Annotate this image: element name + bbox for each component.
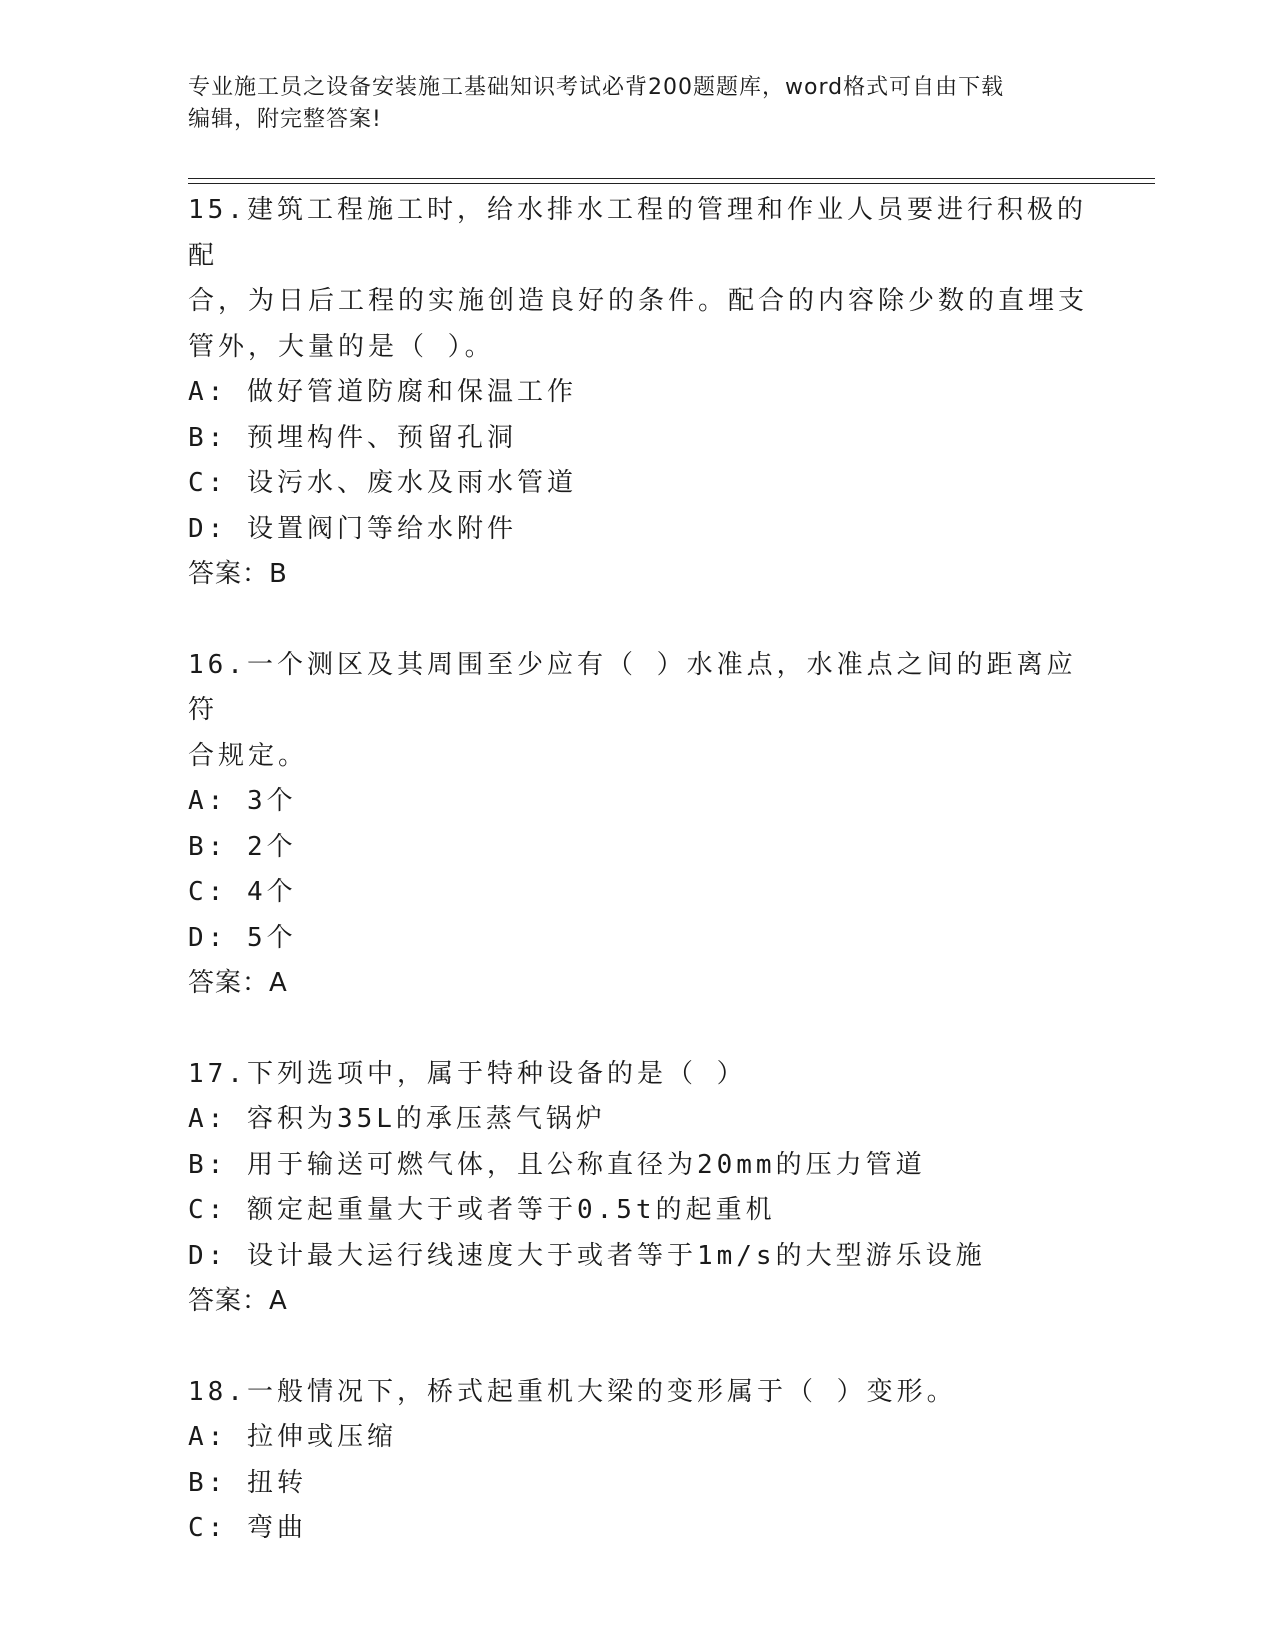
option-a: A: 拉伸或压缩 [188, 1422, 397, 1452]
option-b: B: 扭转 [188, 1467, 307, 1498]
option-c: C: 弯曲 [188, 1513, 307, 1543]
question-line: 合规定。 [188, 740, 309, 771]
option-a: A: 做好管道防腐和保温工作 [188, 377, 577, 407]
option-b: B: 用于输送可燃气体，且公称直径为20mm的压力管道 [188, 1149, 926, 1180]
option-d: D: 5个 [188, 922, 297, 953]
option-c: C: 设污水、废水及雨水管道 [188, 468, 577, 498]
question-spacer [188, 1007, 1088, 1052]
question-line: 18.一般情况下，桥式起重机大梁的变形属于（ ）变形。 [188, 1376, 957, 1407]
answer-label: 答案：A [188, 1286, 288, 1316]
question-line: 管外，大量的是（ ）。 [188, 331, 495, 362]
header-rule-bottom [188, 183, 1155, 184]
header-line-1: 专业施工员之设备安装施工基础知识考试必背200题题库，word格式可自由下载 [188, 75, 1005, 100]
option-b: B: 预埋构件、预留孔洞 [188, 422, 517, 453]
option-d: D: 设计最大运行线速度大于或者等于1m/s的大型游乐设施 [188, 1240, 986, 1271]
option-d: D: 设置阀门等给水附件 [188, 513, 517, 544]
option-b: B: 2个 [188, 831, 297, 862]
question-line: 17.下列选项中，属于特种设备的是（ ） [188, 1058, 747, 1089]
option-a: A: 3个 [188, 786, 297, 816]
question-line: 16.一个测区及其周围至少应有（ ）水准点，水准点之间的距离应符 [188, 649, 1077, 725]
answer-label: 答案：B [188, 559, 288, 589]
question-line: 15.建筑工程施工时，给水排水工程的管理和作业人员要进行积极的配 [188, 195, 1087, 271]
question-18 [188, 1370, 1088, 1552]
question-16 [188, 643, 1088, 1007]
question-line: 合，为日后工程的实施创造良好的条件。配合的内容除少数的直埋支 [188, 286, 1089, 316]
document-header [188, 72, 1088, 136]
question-17 [188, 1052, 1088, 1325]
option-c: C: 4个 [188, 877, 297, 907]
header-line-2: 编辑，附完整答案! [188, 107, 382, 132]
question-15 [188, 188, 1088, 598]
question-spacer [188, 598, 1088, 643]
option-a: A: 容积为35L的承压蒸气锅炉 [188, 1104, 606, 1134]
question-spacer [188, 1325, 1088, 1370]
option-c: C: 额定起重量大于或者等于0.5t的起重机 [188, 1195, 776, 1225]
header-rule-top [188, 178, 1155, 179]
answer-label: 答案：A [188, 968, 288, 998]
question-list [188, 188, 1088, 1552]
